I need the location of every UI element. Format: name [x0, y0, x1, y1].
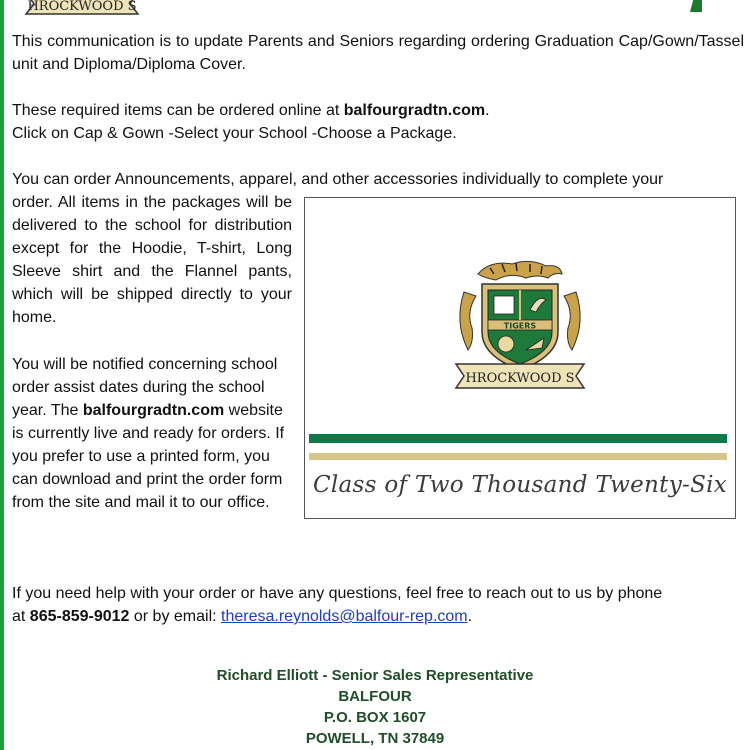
gold-stripe [309, 453, 727, 460]
crest-label: TIGERS [503, 321, 537, 331]
class-of-text: Class of Two Thousand Twenty-Six [312, 472, 728, 498]
class-card [304, 197, 736, 519]
site-link[interactable]: balfourgradtn.com [343, 102, 486, 119]
green-corner-mark [690, 0, 702, 12]
notification-paragraph: You will be notified concerning school order assist dates during the school year. The balfourgradtn.com website is currently live and ready for orders. If you prefer to use a printed form, you can download and print the order form from the site and mail it to our office. [12, 356, 285, 511]
crest-banner-top [22, 0, 142, 18]
city-state-zip: POWELL, TN 37849 [305, 730, 445, 747]
crest-banner-text: HROCKWOOD S [465, 371, 575, 386]
company-name: BALFOUR [338, 688, 412, 705]
accessories-line: You can order Announcements, apparel, and other accessories individually to complete your [12, 171, 664, 188]
delivery-paragraph: order. All items in the packages will be delivered to the school for distribution except for the Hoodie, T-shirt, Long Sleeve shirt and the Flannel pants, which will be shipped directly to your home. [12, 194, 292, 326]
email-link[interactable]: theresa.reynolds@balfour-rep.com [221, 608, 468, 625]
site-link-2[interactable]: balfourgradtn.com [82, 402, 225, 419]
green-stripe [309, 434, 727, 443]
school-crest [450, 252, 590, 392]
left-accent-bar [0, 0, 4, 750]
phone-number[interactable]: 865-859-9012 [29, 608, 130, 625]
intro-paragraph: This communication is to update Parents and Seniors regarding ordering Graduation Cap/Gown/Tassel unit and Diploma/Diploma Cover. [12, 33, 744, 73]
order-online-paragraph: These required items can be ordered online at balfourgradtn.com. Click on Cap & Gown -Select your School -Choose a Package. [12, 102, 490, 142]
contact-paragraph: If you need help with your order or have any questions, feel free to reach out to us by phone at 865-859-9012 or by email: theresa.reynolds@balfour-rep.com. [12, 585, 663, 625]
po-box: P.O. BOX 1607 [323, 709, 427, 726]
rep-name: Richard Elliott - Senior Sales Representative [216, 667, 534, 684]
crest-banner-top-text: HROCKWOOD S [27, 0, 137, 14]
